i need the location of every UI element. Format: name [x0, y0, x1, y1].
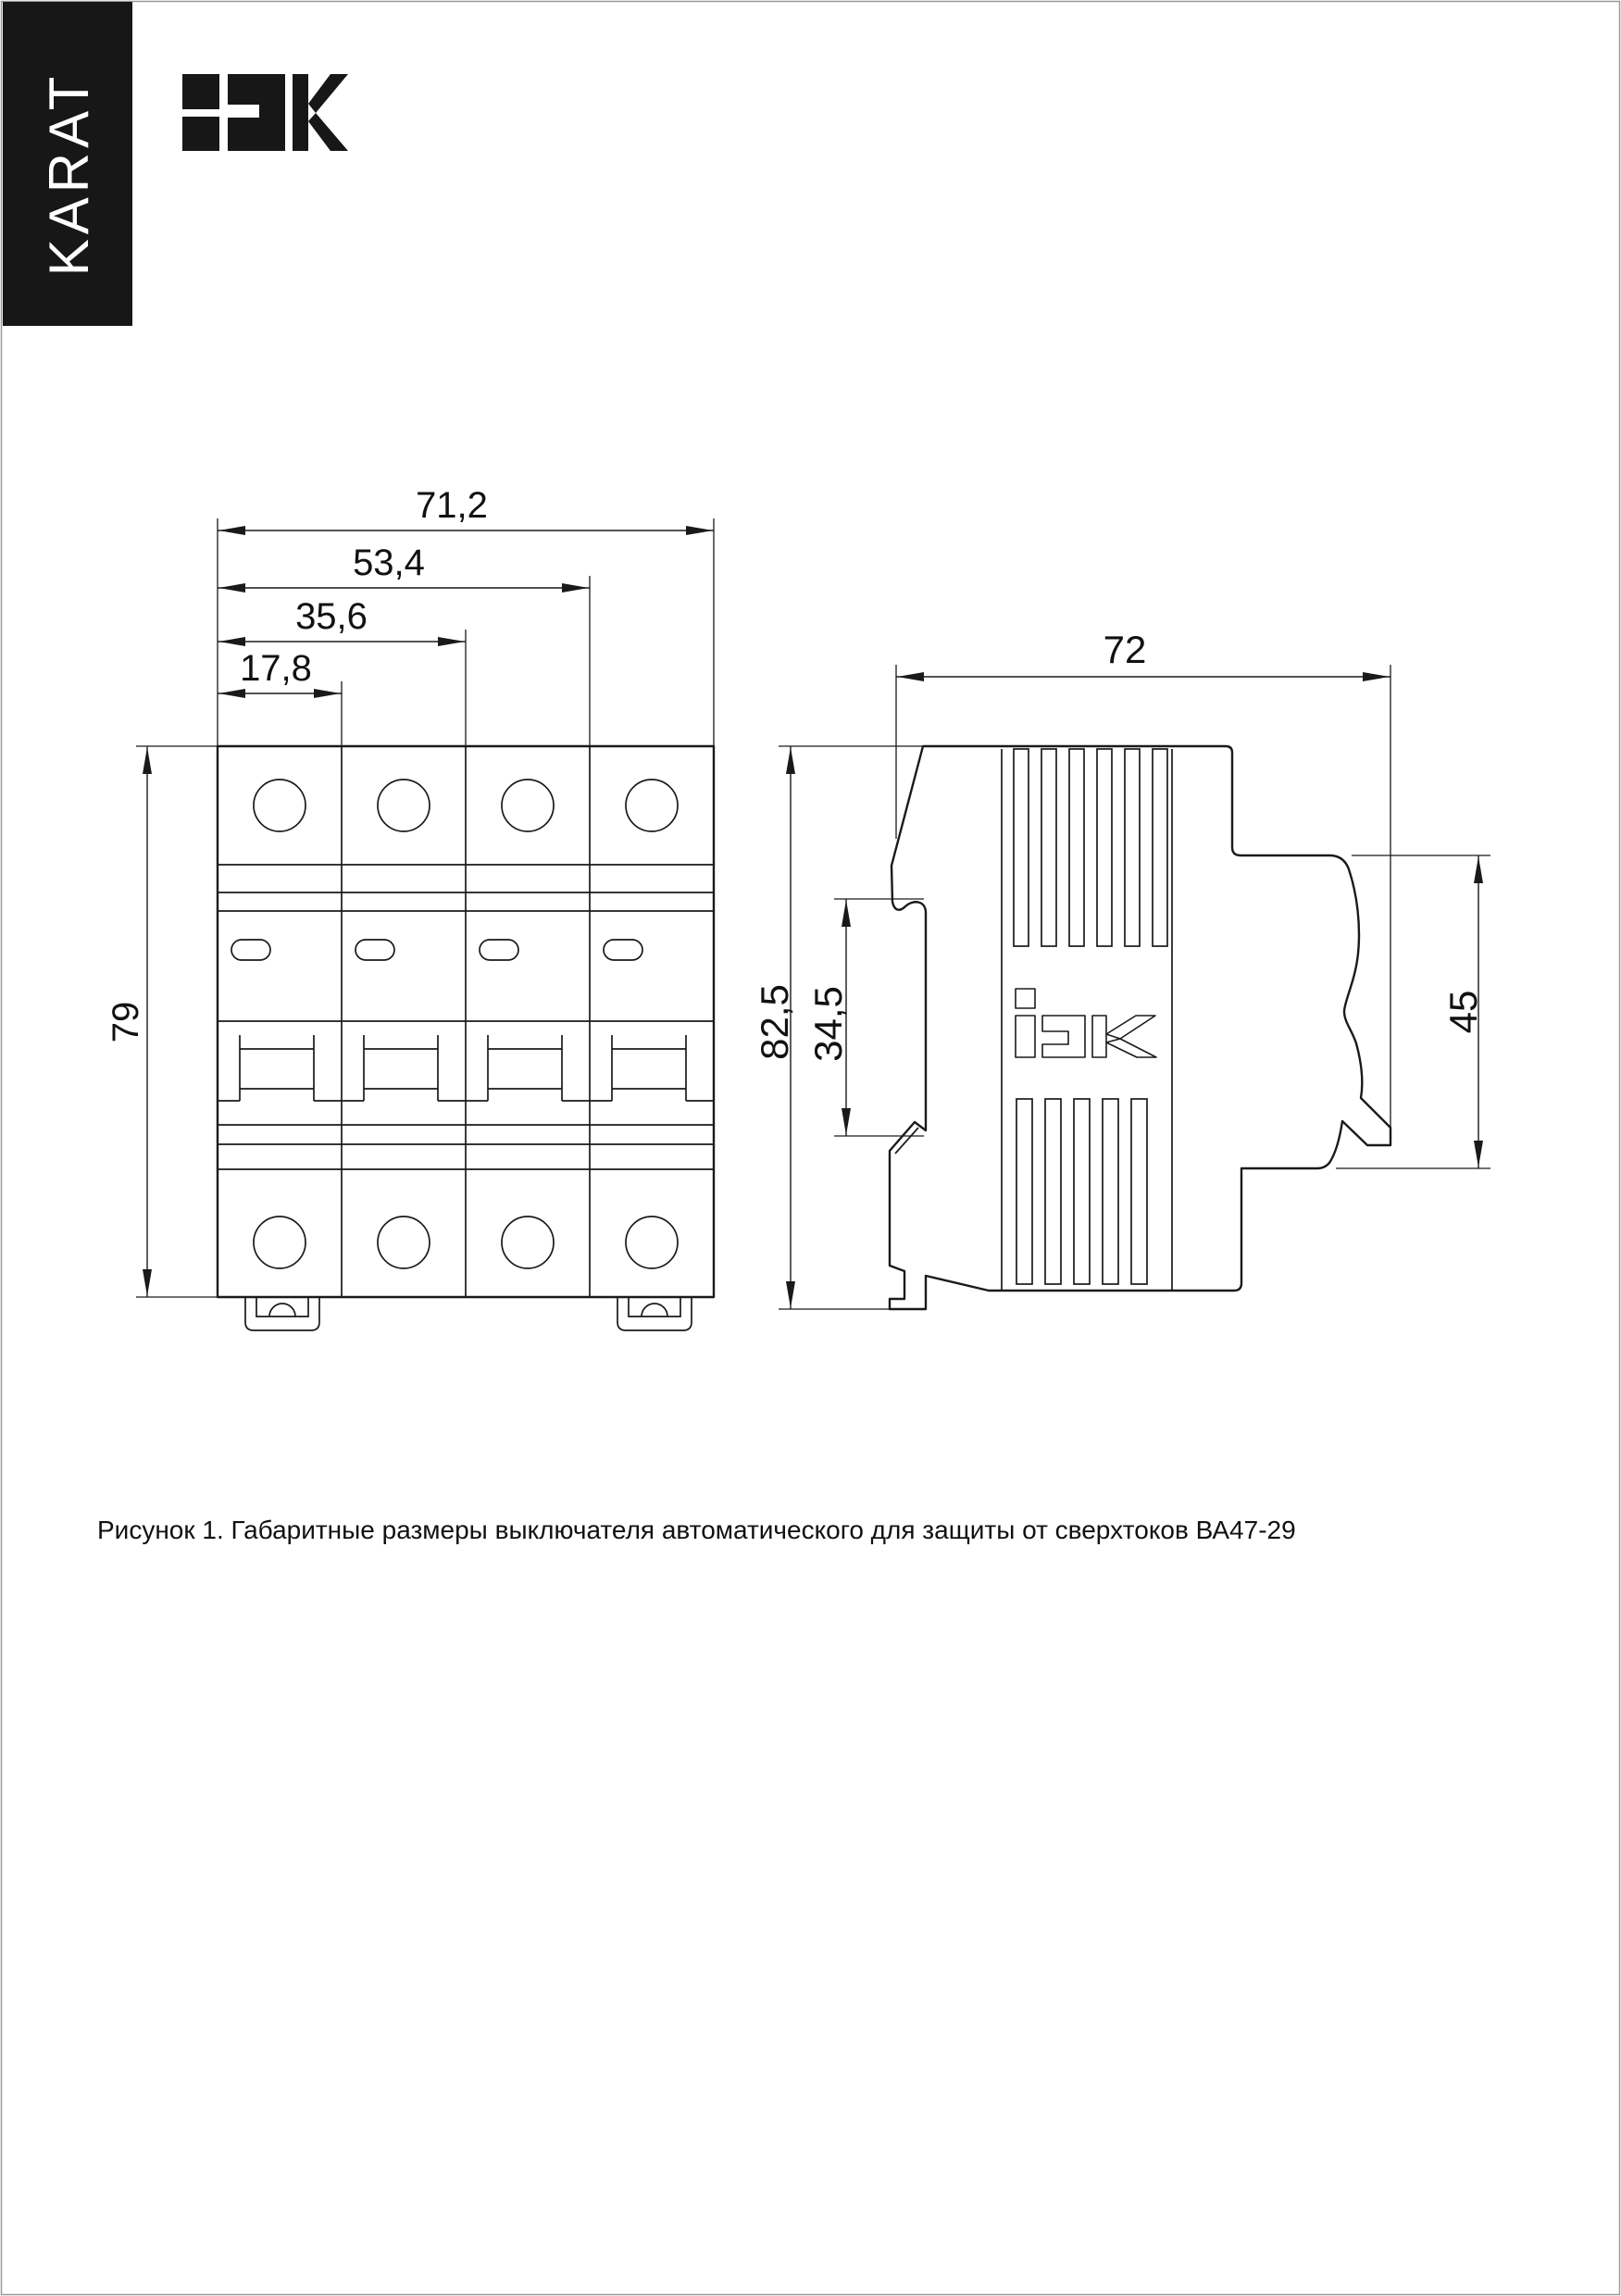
side-logo-k-upper-arm [1106, 1016, 1155, 1039]
iek-logo [182, 74, 348, 151]
dim-width-total [218, 485, 714, 535]
front-label-windows [231, 940, 642, 960]
dim-rail-34-5 [806, 899, 851, 1136]
side-extension-lines [779, 665, 1490, 1309]
iek-logo-i-stem [182, 117, 219, 151]
iek-logo-k-lower-arm [308, 113, 348, 151]
dim-label-34-5: 34,5 [806, 986, 850, 1062]
karat-banner-label: KARAT [38, 71, 100, 277]
front-extension-lines [136, 518, 714, 1297]
side-vent-slots-lower [1016, 1099, 1147, 1284]
side-logo-i-dot [1016, 989, 1035, 1008]
iek-logo-i-dot [182, 74, 219, 109]
dim-height-82-5 [753, 746, 796, 1309]
toggle-handle [466, 1035, 590, 1101]
dim-front-45 [1441, 855, 1485, 1168]
dim-depth-72 [896, 628, 1390, 681]
side-vent-slots-upper [1014, 749, 1167, 946]
side-iek-logo-embossed [1016, 989, 1156, 1057]
side-view [753, 628, 1490, 1309]
dim-label-35-6: 35,6 [295, 596, 368, 637]
dim-label-71-2: 71,2 [416, 485, 488, 526]
dim-label-17-8: 17,8 [240, 648, 312, 689]
toggle-handle [218, 1035, 342, 1101]
front-view [106, 485, 714, 1330]
side-logo-k-lower-arm [1106, 1039, 1156, 1057]
dim-height-79 [106, 746, 152, 1297]
dim-label-82-5: 82,5 [753, 984, 796, 1060]
front-dimensions [106, 485, 714, 1297]
iek-logo-e-glyph [228, 74, 285, 151]
side-logo-k-stem [1092, 1016, 1106, 1057]
toggle-handle [342, 1035, 466, 1101]
front-din-clips [245, 1297, 692, 1330]
dim-width-3 [218, 543, 590, 593]
dim-label-79: 79 [106, 1001, 146, 1043]
dim-width-1 [218, 648, 342, 698]
dim-width-2 [218, 596, 466, 646]
side-logo-e-glyph [1042, 1016, 1085, 1057]
dim-label-53-4: 53,4 [353, 543, 425, 583]
page-border [2, 2, 1620, 2295]
iek-logo-k-stem [293, 74, 308, 151]
dim-label-45: 45 [1441, 990, 1485, 1034]
toggle-handle [590, 1035, 714, 1101]
iek-logo-k-upper-arm [308, 74, 348, 113]
figure-caption: Рисунок 1. Габаритные размеры выключателя автоматического для защиты от сверхтоков ВА47-29 [97, 1516, 1296, 1544]
side-dimensions [753, 628, 1490, 1309]
side-logo-i-stem [1016, 1016, 1035, 1057]
dim-label-72: 72 [1103, 628, 1147, 671]
karat-banner [3, 2, 132, 326]
